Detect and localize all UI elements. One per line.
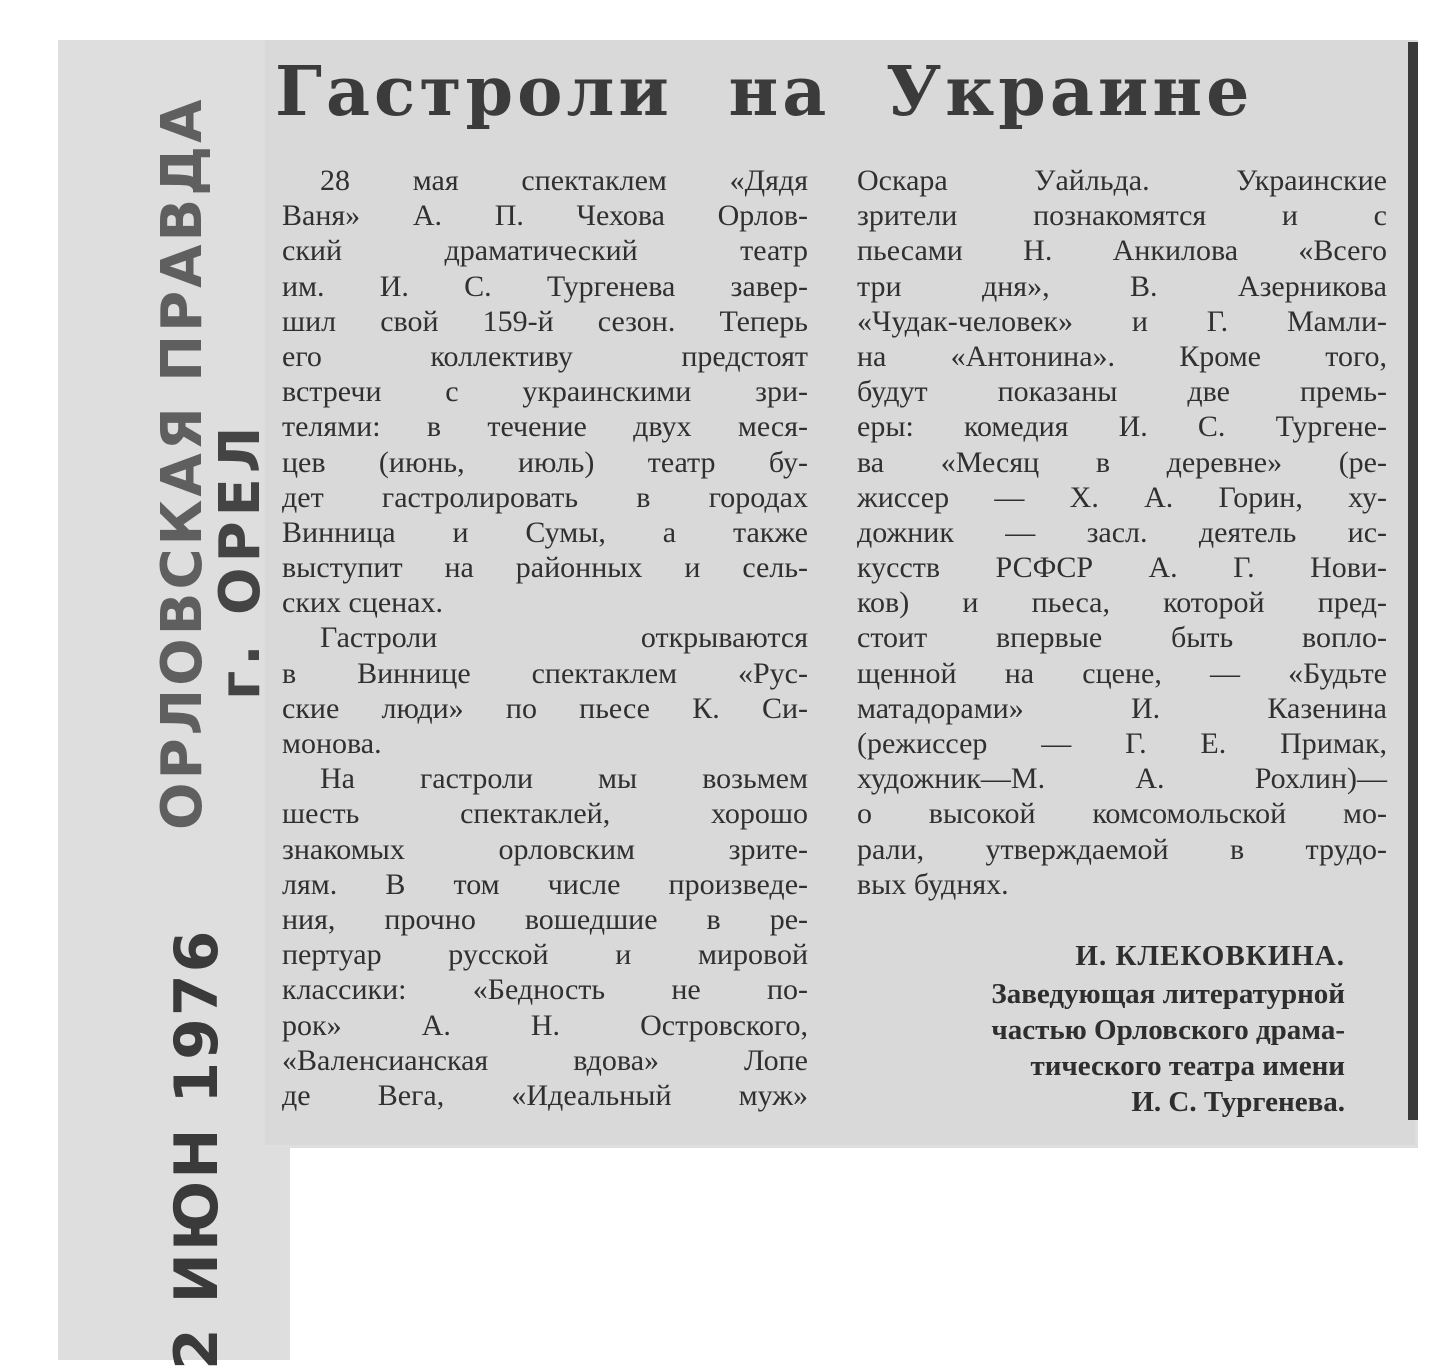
author-position-line: И. С. Тургенева. [1131,1086,1345,1118]
article-text-line: пертуар русской и мировой [282,938,808,972]
article-text-line: монова. [282,727,382,760]
article-text-line: кусств РСФСР А. Г. Нови- [857,551,1387,585]
stamp-city: г. ОРЕЛ [208,421,273,700]
article-text-line: знакомых орловским зрите- [282,832,808,866]
article-text-line: рок» А. Н. Островского, [282,1008,808,1042]
article-text-line: в Виннице спектаклем «Рус- [282,656,808,690]
author-position-line: Заведующая литературной [991,978,1345,1010]
article-text-line: «Валенсианская вдова» Лопе [282,1043,808,1077]
author-position-line: частью Орловского драма- [991,1014,1345,1046]
article-text-line: «Чудак-человек» и Г. Мамли- [857,304,1387,338]
article-text-line: встречи с украинскими зри- [282,375,808,409]
article-text-line: дожник — засл. деятель ис- [857,515,1387,549]
article-signature [860,938,1345,1120]
paper-cut-edge [290,1148,1440,1360]
article-text-line: еры: комедия И. С. Тургене- [857,410,1387,444]
article-text-line: три дня», В. Азерникова [857,269,1387,303]
article-text-line: жиссер — Х. А. Горин, ху- [857,480,1387,514]
article-text-line: ков) и пьеса, которой пред- [857,586,1387,620]
article-right-column [857,163,1387,902]
article-text-line: На гастроли мы возьмем [320,762,808,796]
author-position-line: тического театра имени [1030,1050,1345,1082]
article-text-line: ния, прочно вошедшие в ре- [282,902,808,936]
article-text-line: лям. В том числе произведе- [282,867,808,901]
article-text-line: Оскара Уайльда. Украинские [857,164,1387,197]
author-name: И. КЛЕКОВКИНА. [1075,940,1345,972]
article-text-line: будут показаны две премь- [857,375,1387,409]
article-text-line: 28 мая спектаклем «Дядя [320,164,808,197]
article-text-line: Ваня» А. П. Чехова Орлов- [282,199,808,233]
article-text-line: ских сценах. [282,586,444,620]
article-text-line: Гастроли открываются [320,621,808,655]
article-text-line: пьесами Н. Анкилова «Всего [857,234,1387,268]
article-text-line: шесть спектаклей, хорошо [282,797,808,831]
article-text-line: дет гастролировать в городах [282,480,808,514]
article-text-line: художник—М. А. Рохлин)— [857,762,1387,796]
article-text-line: шил свой 159-й сезон. Теперь [282,304,808,338]
article-text-line: его коллективу предстоят [282,339,808,373]
article-text-line: на «Антонина». Кроме того, [857,339,1387,373]
article-left-column [282,163,808,1113]
article-text-line: де Вега, «Идеальный муж» [282,1078,808,1112]
article-text-line: классики: «Бедность не по- [282,973,808,1007]
article-text-line: ский драматический театр [282,234,808,268]
article-headline: Гастроли на Украине [275,52,1254,132]
article-text-line: ва «Месяц в деревне» (ре- [857,445,1387,479]
stamp-date: 2 ИЮН 1976 [162,928,232,1370]
article-text-line: о высокой комсомольской мо- [857,797,1387,831]
article-text-line: цев (июнь, июль) театр бу- [282,445,808,479]
stamp-newspaper-name: ОРЛОВСКАЯ ПРАВДА [150,96,215,830]
article-text-line: (режиссер — Г. Е. Примак, [857,727,1387,760]
article-text-line: вых буднях. [857,867,1009,901]
article-text-line: выступит на районных и сель- [282,551,808,585]
article-text-line: им. И. С. Тургенева завер- [282,269,808,303]
article-text-line: телями: в течение двух меся- [282,410,808,444]
article-text-line: щенной на сцене, — «Будьте [857,656,1387,690]
article-text-line: матадорами» И. Казенина [857,691,1387,725]
article-text-line: Винница и Сумы, а также [282,515,808,549]
article-text-line: рали, утверждаемой в трудо- [857,832,1387,866]
article-text-line: зрители познакомятся и с [857,199,1387,233]
author-position [860,976,1345,1120]
article-text-line: ские люди» по пьесе К. Си- [282,691,808,725]
clipping-right-edge [1408,42,1418,1120]
article-text-line: стоит впервые быть вопло- [857,621,1387,655]
